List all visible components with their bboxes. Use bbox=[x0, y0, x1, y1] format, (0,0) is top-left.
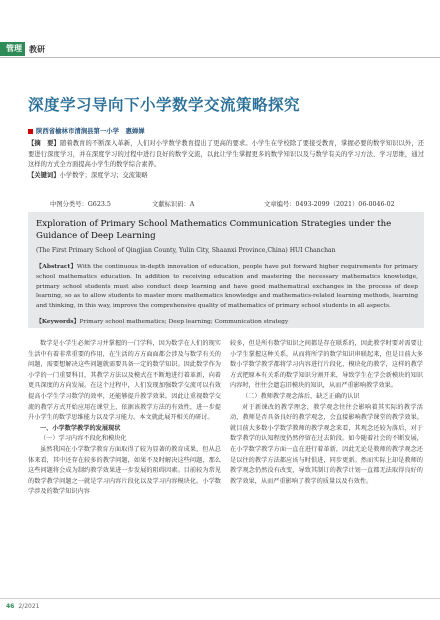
english-keywords bbox=[36, 316, 418, 325]
english-keywords-label: 【Keywords】 bbox=[36, 318, 80, 325]
class-number: 中图分类号：G623.5 bbox=[50, 201, 111, 208]
paragraph: 虽然我国在小学数学教育方面取得了较为显著的教育成果，但从总体来看，其中还存在较多的教学问题，如果不及时解决这些问题，那么这些问题将会成为制约教学效果进一步发展的阻碍因素。目前较为常见的数学教学问题之一就是学习内容片段化以及学习内容模块化。小学数学涉及的数学知识内容 bbox=[28, 445, 221, 496]
section-badge: 管理 bbox=[0, 42, 25, 56]
header-divider bbox=[0, 57, 440, 58]
english-title: Exploration of Primary School Mathematics Communication Strategies under the Guidance of Deep Learning bbox=[36, 219, 392, 241]
paragraph: 对于新课改的教学理念，教学观念往往会影响着其实际的教学活动，教师是否具备良好的教学观念，会直接影响教学课堂的教学效果。就目前大多数小学数学教师的教学观念来看，其观念还较为落后，对于数学教学的认知程度仍然停留在过去阶段。如今随着社会的不断发展，在小学数学教学方面一直在进行着革新，因此无论是教师的教学观念还是以往的教学方法都应该与时俱进，同步更新。然而实际上却是教师的教学观念仍然没有改变，导致其制订的教学计划一直都无法取得良好的教学效果，从而严重影响了教学的质量以及有效性。 bbox=[230, 403, 423, 485]
doc-code: 文献标识码：A bbox=[152, 201, 195, 208]
english-keywords-text: Primary school mathematics; Deep learning; Communication strategy bbox=[79, 319, 289, 325]
english-affiliation: (The First Primary School of Qingjian County, Yulin City, Shaanxi Province,China) HUI Chanchan bbox=[36, 247, 336, 254]
keywords-text: 小学数学；深度学习；交流策略 bbox=[59, 171, 148, 179]
paragraph: 较多，但是所有数学知识之间都是存在联系的，因此教学时要对需要让小学生掌握这种关系，从而将所学的数学知识串联起来，但是目前大多数小学数学教学都将学习内容进行片段化、模块化的教学，这样的教学方式把原本有关系的数学知识分割开来，导致学生在学会新模块的知识内容时，往往会遗忘旧模块的知识，从而严重影响教学效果。 bbox=[230, 340, 423, 390]
english-abstract-label: 【Abstract】 bbox=[36, 263, 77, 270]
english-abstract bbox=[36, 262, 418, 312]
english-abstract-text: With the continuous in-depth innovation of education, people have put forward higher requirements for primary school mathematics education. In addition to receiving education and mastering the necessary mathematics knowledge, primary school students must also conduct deep learning and have good mathematical exchanges in the process of deep learning, so as to allow students to master more mathematics knowledge and mathematics-related learning methods, learning and thinking, in this way, improve the comprehensive quality of mathematics of primary school students in all aspects. bbox=[36, 264, 418, 310]
body-right-column bbox=[230, 339, 423, 487]
author-line bbox=[28, 126, 145, 135]
body-left-column bbox=[28, 339, 221, 498]
paragraph: 数学是小学生必须学习并掌握的一门学科，因为数学在人们的现实生活中有着非常重要的作用，在生活的方方面面都会涉及与数学有关的问题，需要想解决这些问题就需要具备一定的数学知识。因此数学作为小学的一门重要科目，其教学方法以及模式在不断地进行着革新，向着更具深度的方向发展。在这个过程中，人们发现加强数学交流可以有效提高小学生学习数学的效率，还能够提升教学效果。因此让重视数学交流的教学方式开始应用在课堂上，依据该教学方法的有效性，进一步提升小学生的数学思维能力以及学习能力。本文就此展开相关的研讨。 bbox=[28, 340, 221, 422]
article-number: 文章编号：0493-2099（2021）06-0046-02 bbox=[264, 201, 395, 208]
abstract-text: 随着教育的不断深入革新，人们对小学数学教育提出了更高的要求。小学生在学校除了要接受教育，掌握必要的数学知识以外，还要进行深度学习，并在深度学习的过程中进行良好的数学交流，以此让学生掌握更多的数学知识以及与数学有关的学习方法、学习思维，通过这样的方式全方面提高小学生的数学综合素养。 bbox=[28, 140, 425, 169]
author-text: 陕西省榆林市清涧县第一小学 惠婵婵 bbox=[36, 127, 145, 135]
subsection-heading: （一）学习内容不段化和模块化 bbox=[40, 435, 127, 443]
chinese-abstract bbox=[28, 139, 424, 181]
square-bullet-icon bbox=[28, 129, 33, 134]
subsection-heading: （二）教师教学观念落后，缺乏正确的认识 bbox=[242, 392, 360, 400]
section-heading: 一、小学数学教学的发展现状 bbox=[40, 424, 121, 432]
keywords-label: 【关键词】 bbox=[28, 171, 60, 179]
section-label: 教研 bbox=[29, 44, 45, 54]
abstract-label: 【摘 要】 bbox=[28, 140, 60, 147]
classification-meta bbox=[50, 199, 395, 208]
header-bar bbox=[0, 42, 45, 56]
article-title: 深度学习导向下小学数学交流策略探究 bbox=[28, 96, 301, 114]
page-footer bbox=[6, 603, 39, 610]
footer-divider bbox=[0, 598, 440, 599]
page-mark: 46 bbox=[6, 603, 15, 610]
issue-label: 2/2021 bbox=[18, 603, 40, 610]
